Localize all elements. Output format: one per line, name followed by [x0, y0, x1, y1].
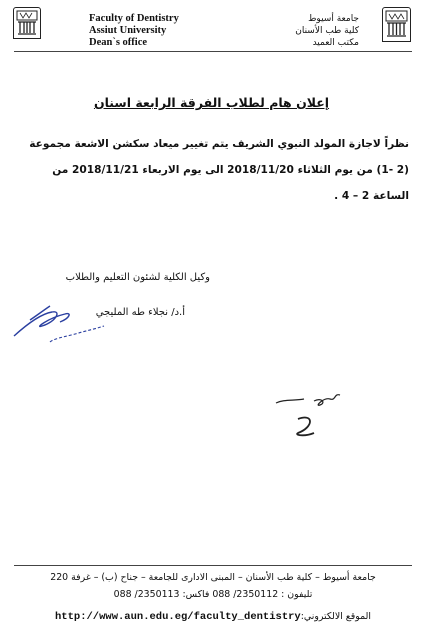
faculty-name-ar: كلية طب الأسنان — [295, 26, 359, 36]
faculty-name-en: Faculty of Dentistry — [89, 13, 179, 24]
notice-title: إعلان هام لطلاب الفرقة الرابعة اسنان — [93, 95, 330, 110]
footer-divider — [14, 565, 412, 566]
footer-address: جامعة أسيوط – كلية طب الأسنان – المبنى الادارى للجامعة – جناح (ب) – غرفة 220 — [50, 572, 376, 583]
notice-line-1: نظراً لاجازة المولد النبوي الشريف يتم تغيير ميعاد سكشن الاشعة مجموعة — [29, 138, 409, 150]
university-seal-icon — [14, 8, 40, 38]
header-arabic — [239, 13, 359, 49]
office-name-ar: مكتب العميد — [312, 38, 359, 48]
notice-line-3: الساعة 2 – 4 . — [334, 190, 409, 202]
handwritten-note — [274, 387, 364, 447]
university-name-ar: جامعة أسيوط — [308, 14, 359, 24]
footer-website — [14, 604, 412, 625]
university-seal-left — [13, 7, 41, 39]
university-name-en: Assiut University — [89, 25, 167, 36]
notice-body — [9, 131, 409, 209]
signatory-position: وكيل الكلية لشئون التعليم والطلاب — [65, 272, 210, 283]
office-name-en: Dean`s office — [89, 37, 148, 48]
signatory-name: أ.د/ نجلاء طه المليجي — [95, 307, 185, 318]
notice-line-2: (2 -1) من يوم الثلاثاء 2018/11/20 الى يوم الاربعاء 2018/11/21 من — [52, 164, 409, 176]
handwritten-signature — [10, 296, 110, 356]
footer-phones: تليفون : 2350112/ 088 فاكس: 2350113/ 088 — [113, 589, 313, 600]
university-seal-right — [382, 7, 411, 42]
website-label: الموقع الالكتروني: — [300, 611, 372, 622]
header-divider — [14, 51, 412, 52]
website-link[interactable]: http://www.aun.edu.eg/faculty_dentistry — [54, 611, 301, 623]
header-english — [89, 13, 179, 49]
university-seal-icon — [383, 8, 410, 41]
